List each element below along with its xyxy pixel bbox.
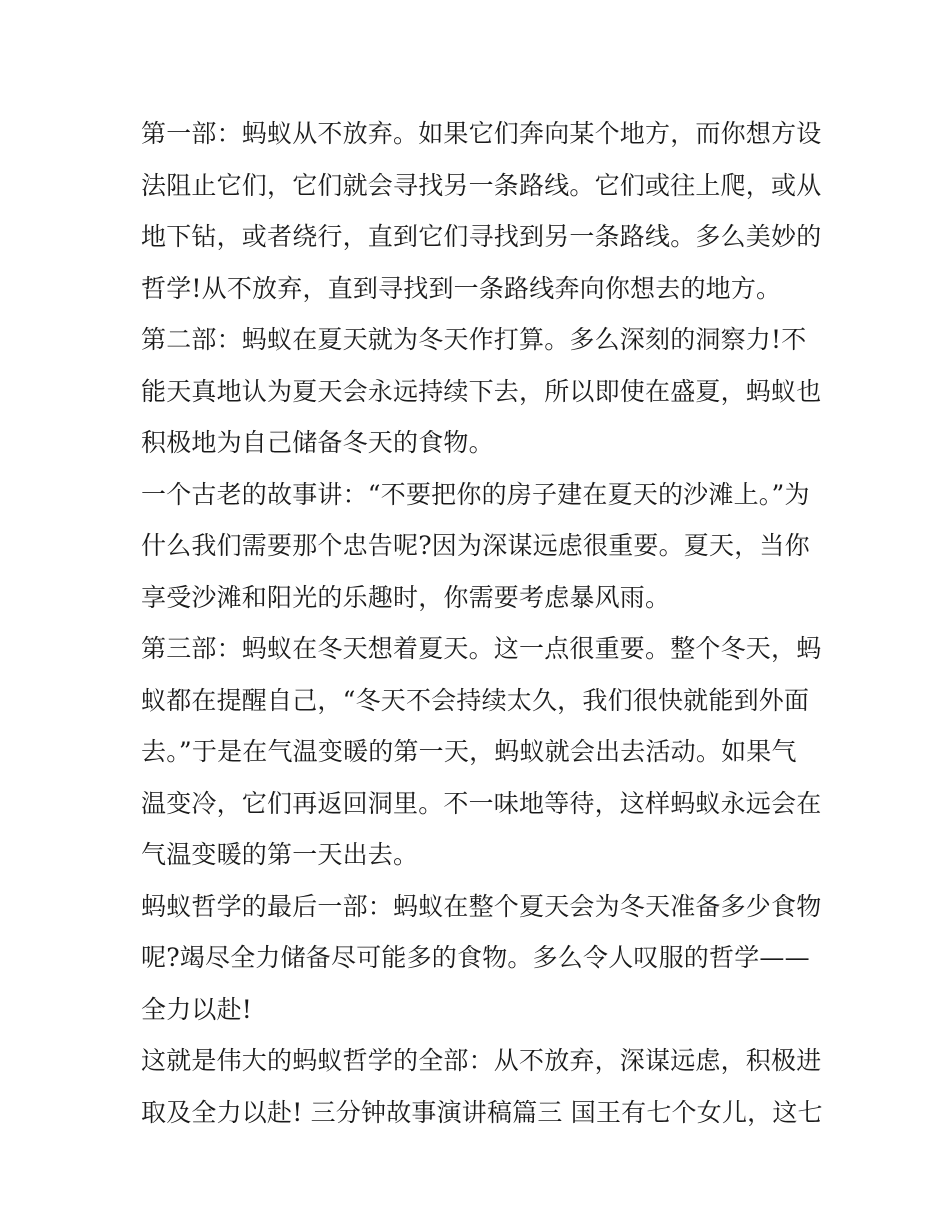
document-body xyxy=(141,108,821,1138)
text-line: 蚁都在提醒自己，“冬天不会持续太久，我们很快就能到外面 xyxy=(141,685,810,715)
text-line: 能天真地认为夏天会永远持续下去，所以即使在盛夏，蚂蚁也 xyxy=(141,376,822,406)
text-line: 温变冷，它们再返回洞里。不一味地等待，这样蚂蚁永远会在 xyxy=(141,788,822,818)
text-line: 气温变暖的第一天出去。 xyxy=(141,840,419,869)
text-line: 去。”于是在气温变暖的第一天，蚂蚁就会出去活动。如果气 xyxy=(141,737,797,766)
text-line: 法阻止它们，它们就会寻找另一条路线。它们或往上爬，或从 xyxy=(141,170,822,200)
text-line: 呢?竭尽全力储备尽可能多的食物。多么令人叹服的哲学—— xyxy=(141,943,810,972)
text-line: 蚂蚁哲学的最后一部：蚂蚁在整个夏天会为冬天准备多少食物 xyxy=(141,891,822,921)
text-line: 享受沙滩和阳光的乐趣时，你需要考虑暴风雨。 xyxy=(141,582,671,612)
text-line: 一个古老的故事讲：“不要把你的房子建在夏天的沙滩上。”为 xyxy=(141,479,810,509)
text-line: 取及全力以赴! 三分钟故事演讲稿篇三 国王有七个女儿，这七 xyxy=(141,1097,823,1127)
text-line: 全力以赴! xyxy=(141,994,253,1024)
text-line: 第二部：蚂蚁在夏天就为冬天作打算。多么深刻的洞察力!不 xyxy=(141,325,807,354)
text-line: 什么我们需要那个忠告呢?因为深谋远虑很重要。夏天，当你 xyxy=(141,531,810,560)
text-line: 第三部：蚂蚁在冬天想着夏天。这一点很重要。整个冬天，蚂 xyxy=(141,634,822,663)
text-line: 积极地为自己储备冬天的食物。 xyxy=(141,428,494,457)
text-line: 地下钻，或者绕行，直到它们寻找到另一条路线。多么美妙的 xyxy=(141,222,822,251)
text-line: 这就是伟大的蚂蚁哲学的全部：从不放弃，深谋远虑，积极进 xyxy=(141,1046,822,1075)
text-line: 第一部：蚂蚁从不放弃。如果它们奔向某个地方，而你想方设 xyxy=(141,119,822,148)
text-line: 哲学!从不放弃，直到寻找到一条路线奔向你想去的地方。 xyxy=(141,273,782,303)
